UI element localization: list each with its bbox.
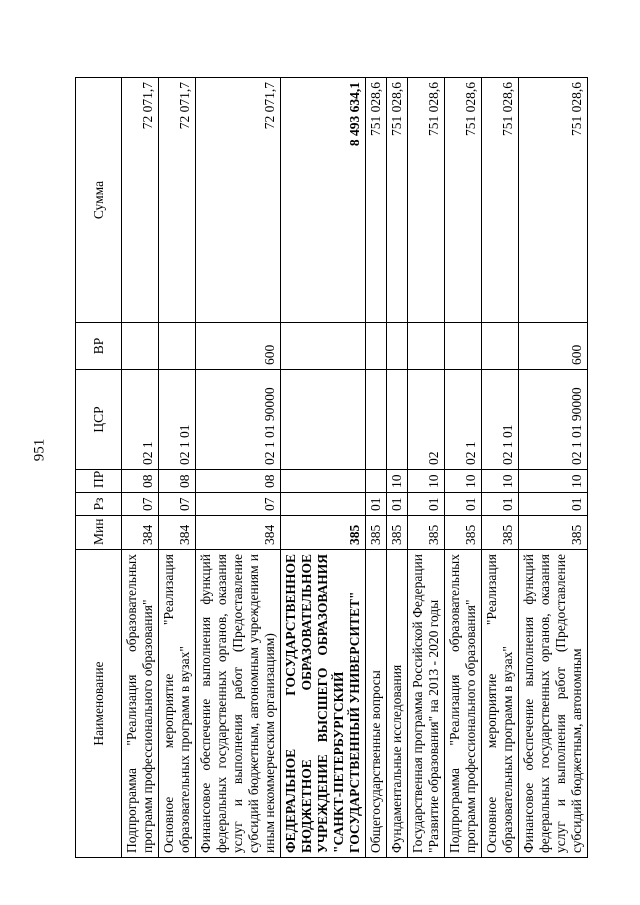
cell-min: 385 [408, 516, 445, 550]
cell-pr: 10 [482, 470, 519, 493]
cell-csr: 02 1 01 [482, 370, 519, 470]
table-row [519, 78, 588, 858]
cell-pr: 08 [159, 470, 196, 493]
cell-rz: 07 [159, 493, 196, 516]
cell-min: 385 [387, 516, 408, 550]
cell-vr [159, 323, 196, 370]
cell-min: 385 [366, 516, 387, 550]
cell-name: Подпрограмма "Реализация образовательных программ профессионального образования" [122, 550, 159, 858]
cell-name: Подпрограмма "Реализация образовательных программ профессионального образования" [445, 550, 482, 858]
cell-vr [408, 323, 445, 370]
cell-csr: 02 [408, 370, 445, 470]
cell-vr [281, 323, 366, 370]
cell-pr: 08 [122, 470, 159, 493]
cell-vr: 600 [519, 323, 588, 370]
cell-rz: 07 [122, 493, 159, 516]
cell-name: Основное мероприятие "Реализация образовательных программ в вузах" [482, 550, 519, 858]
cell-sum: 751 028,6 [482, 78, 519, 323]
table-row [196, 78, 281, 858]
page-number: 951 [31, 438, 48, 462]
header-name: Наименование [76, 550, 122, 858]
table-row [445, 78, 482, 858]
cell-rz: 07 [196, 493, 281, 516]
cell-min: 384 [122, 516, 159, 550]
cell-sum: 72 071,7 [122, 78, 159, 323]
cell-rz: 01 [408, 493, 445, 516]
cell-pr [366, 470, 387, 493]
cell-sum: 72 071,7 [159, 78, 196, 323]
cell-vr [445, 323, 482, 370]
cell-name: ФЕДЕРАЛЬНОЕ ГОСУДАРСТВЕННОЕ БЮДЖЕТНОЕ ОБРАЗОВАТЕЛЬНОЕ УЧРЕЖДЕНИЕ ВЫСШЕГО ОБРАЗОВАНИЯ "САНКТ-ПЕТЕРБУРГСКИЙ ГОСУДАРСТВЕННЫЙ УНИВЕРСИТЕТ" [281, 550, 366, 858]
cell-sum: 72 071,7 [196, 78, 281, 323]
cell-rz: 01 [519, 493, 588, 516]
cell-pr: 10 [408, 470, 445, 493]
cell-name: Финансовое обеспечение выполнения функций федеральных государственных органов, оказания услуг и выполнения работ (Предоставление субсидий бюджетным, автономным учреждениям и иным некоммерческим организациям) [196, 550, 281, 858]
cell-pr [281, 470, 366, 493]
cell-sum: 751 028,6 [519, 78, 588, 323]
cell-rz: 01 [366, 493, 387, 516]
cell-csr [387, 370, 408, 470]
table-row [281, 78, 366, 858]
header-sum: Сумма [76, 78, 122, 323]
header-csr: ЦСР [76, 370, 122, 470]
cell-sum: 751 028,6 [366, 78, 387, 323]
cell-vr [366, 323, 387, 370]
cell-sum: 751 028,6 [408, 78, 445, 323]
cell-name: Финансовое обеспечение выполнения функций федеральных государственных органов, оказания услуг и выполнения работ (Предоставление субсидий бюджетным, автономным [519, 550, 588, 858]
cell-csr: 02 1 01 [159, 370, 196, 470]
cell-rz: 01 [445, 493, 482, 516]
cell-sum: 8 493 634,1 [281, 78, 366, 323]
cell-min: 385 [445, 516, 482, 550]
cell-vr [387, 323, 408, 370]
cell-pr: 10 [387, 470, 408, 493]
cell-rz: 01 [387, 493, 408, 516]
cell-csr [281, 370, 366, 470]
cell-sum: 751 028,6 [445, 78, 482, 323]
cell-rz [281, 493, 366, 516]
cell-name: Фундаментальные исследования [387, 550, 408, 858]
cell-rz: 01 [482, 493, 519, 516]
header-pr: ПР [76, 470, 122, 493]
cell-min: 385 [281, 516, 366, 550]
table-row [408, 78, 445, 858]
cell-name: Основное мероприятие "Реализация образовательных программ в вузах" [159, 550, 196, 858]
table-row [482, 78, 519, 858]
cell-min: 385 [519, 516, 588, 550]
cell-min: 384 [159, 516, 196, 550]
cell-csr: 02 1 01 90000 [196, 370, 281, 470]
cell-vr [482, 323, 519, 370]
cell-pr: 08 [196, 470, 281, 493]
table-row [159, 78, 196, 858]
cell-pr: 10 [445, 470, 482, 493]
cell-name: Государственная программа Российской Федерации "Развитие образования" на 2013 - 2020 годы [408, 550, 445, 858]
header-min: Мин [76, 516, 122, 550]
table-row [387, 78, 408, 858]
rotated-page [75, 78, 595, 858]
header-vr: ВР [76, 323, 122, 370]
table-row [122, 78, 159, 858]
header-row [76, 78, 122, 858]
cell-name: Общегосударственные вопросы [366, 550, 387, 858]
cell-vr [122, 323, 159, 370]
table-row [366, 78, 387, 858]
cell-min: 384 [196, 516, 281, 550]
header-rz: Рз [76, 493, 122, 516]
cell-min: 385 [482, 516, 519, 550]
cell-csr: 02 1 [122, 370, 159, 470]
cell-csr: 02 1 01 90000 [519, 370, 588, 470]
cell-csr: 02 1 [445, 370, 482, 470]
budget-table [75, 77, 588, 858]
cell-pr: 10 [519, 470, 588, 493]
cell-csr [366, 370, 387, 470]
cell-vr: 600 [196, 323, 281, 370]
cell-sum: 751 028,6 [387, 78, 408, 323]
table-body [122, 78, 588, 858]
